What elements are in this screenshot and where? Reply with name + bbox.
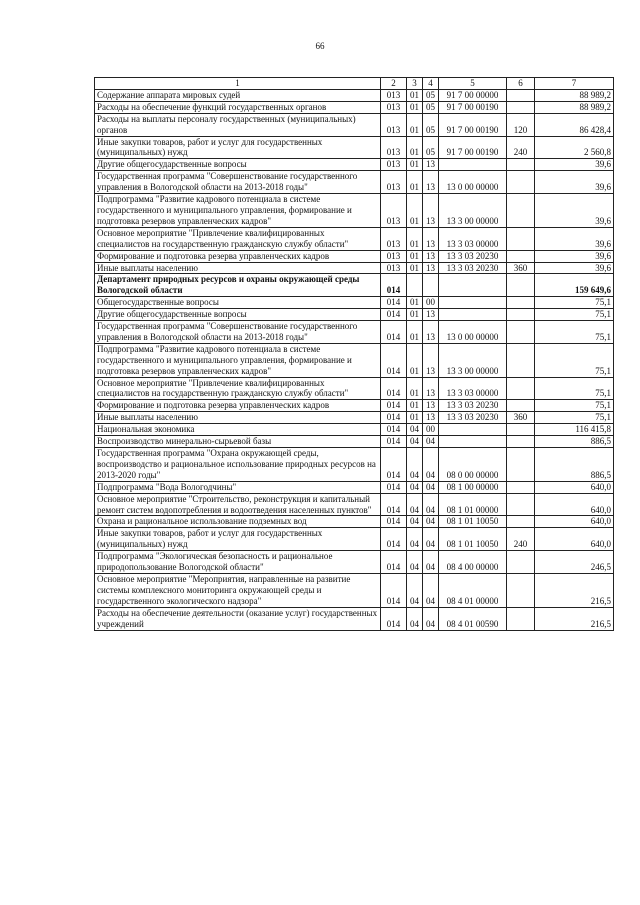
expense-type-code-cell: 240 (507, 136, 535, 159)
department-code-cell: 014 (381, 481, 407, 493)
department-code-cell: 013 (381, 250, 407, 262)
table-row (95, 377, 614, 400)
target-article-code-cell (439, 159, 507, 171)
expense-type-code-cell (507, 89, 535, 101)
amount-cell: 159 649,6 (535, 274, 614, 297)
subsection-code-cell: 00 (423, 297, 439, 309)
section-code-cell: 01 (407, 321, 423, 344)
target-article-code-cell: 91 7 00 00190 (439, 101, 507, 113)
expense-type-code-cell: 360 (507, 412, 535, 424)
expense-type-code-cell (507, 171, 535, 194)
amount-cell: 246,5 (535, 551, 614, 574)
table-row (95, 227, 614, 250)
table-row (95, 551, 614, 574)
target-article-code-cell: 08 1 01 00000 (439, 493, 507, 516)
subsection-code-cell: 04 (423, 493, 439, 516)
amount-cell: 75,1 (535, 343, 614, 377)
target-article-code-cell: 08 4 01 00000 (439, 573, 507, 607)
section-code-cell: 01 (407, 297, 423, 309)
department-code-cell: 014 (381, 400, 407, 412)
section-code-cell: 01 (407, 343, 423, 377)
header-cell-1: 1 (95, 78, 381, 90)
target-article-code-cell: 08 1 01 10050 (439, 516, 507, 528)
expense-name-cell: Другие общегосударственные вопросы (95, 159, 381, 171)
department-code-cell: 014 (381, 551, 407, 574)
subsection-code-cell: 13 (423, 250, 439, 262)
amount-cell: 2 560,8 (535, 136, 614, 159)
amount-cell: 886,5 (535, 436, 614, 448)
target-article-code-cell: 08 0 00 00000 (439, 448, 507, 482)
target-article-code-cell: 13 3 00 00000 (439, 194, 507, 228)
department-code-cell: 013 (381, 136, 407, 159)
amount-cell: 39,6 (535, 171, 614, 194)
table-row (95, 297, 614, 309)
subsection-code-cell: 04 (423, 573, 439, 607)
expense-type-code-cell (507, 448, 535, 482)
amount-cell: 640,0 (535, 481, 614, 493)
table-body (95, 89, 614, 630)
expense-name-cell: Государственная программа "Совершенствование государственного управления в Вологодской области на 2013-2018 годы" (95, 171, 381, 194)
expense-name-cell: Расходы на выплаты персоналу государственных (муниципальных) органов (95, 113, 381, 136)
amount-cell: 39,6 (535, 262, 614, 274)
table-row (95, 309, 614, 321)
header-cell-6: 6 (507, 78, 535, 90)
expense-name-cell: Основное мероприятие "Привлечение квалифицированных специалистов на государственную гражданскую службу области" (95, 377, 381, 400)
amount-cell: 640,0 (535, 528, 614, 551)
expense-type-code-cell (507, 101, 535, 113)
target-article-code-cell: 13 3 00 00000 (439, 343, 507, 377)
amount-cell: 640,0 (535, 493, 614, 516)
subsection-code-cell: 04 (423, 528, 439, 551)
section-code-cell (407, 274, 423, 297)
expense-type-code-cell (507, 159, 535, 171)
expense-type-code-cell (507, 493, 535, 516)
amount-cell: 39,6 (535, 250, 614, 262)
department-code-cell: 013 (381, 101, 407, 113)
department-code-cell: 014 (381, 321, 407, 344)
table-row (95, 412, 614, 424)
table-row (95, 89, 614, 101)
target-article-code-cell (439, 424, 507, 436)
section-code-cell: 04 (407, 493, 423, 516)
target-article-code-cell (439, 297, 507, 309)
subsection-code-cell: 13 (423, 400, 439, 412)
subsection-code-cell: 04 (423, 516, 439, 528)
section-code-cell: 01 (407, 113, 423, 136)
amount-cell: 886,5 (535, 448, 614, 482)
amount-cell: 75,1 (535, 297, 614, 309)
department-code-cell: 014 (381, 297, 407, 309)
expense-type-code-cell (507, 194, 535, 228)
expense-name-cell: Департамент природных ресурсов и охраны окружающей среды Вологодской области (95, 274, 381, 297)
subsection-code-cell: 13 (423, 194, 439, 228)
header-cell-2: 2 (381, 78, 407, 90)
expense-type-code-cell (507, 516, 535, 528)
amount-cell: 216,5 (535, 573, 614, 607)
target-article-code-cell: 13 3 03 20230 (439, 250, 507, 262)
expense-type-code-cell (507, 551, 535, 574)
expense-name-cell: Общегосударственные вопросы (95, 297, 381, 309)
target-article-code-cell: 13 3 03 20230 (439, 400, 507, 412)
expense-name-cell: Подпрограмма "Вода Вологодчины" (95, 481, 381, 493)
expense-type-code-cell (507, 250, 535, 262)
target-article-code-cell: 13 3 03 00000 (439, 377, 507, 400)
expense-name-cell: Иные выплаты населению (95, 412, 381, 424)
amount-cell: 39,6 (535, 159, 614, 171)
department-code-cell: 014 (381, 424, 407, 436)
expense-type-code-cell (507, 297, 535, 309)
expense-name-cell: Охрана и рациональное использование подземных вод (95, 516, 381, 528)
target-article-code-cell: 13 0 00 00000 (439, 171, 507, 194)
table-row (95, 424, 614, 436)
subsection-code-cell: 04 (423, 436, 439, 448)
amount-cell: 75,1 (535, 400, 614, 412)
header-cell-3: 3 (407, 78, 423, 90)
amount-cell: 88 989,2 (535, 101, 614, 113)
section-code-cell: 01 (407, 250, 423, 262)
department-code-cell: 014 (381, 412, 407, 424)
section-code-cell: 04 (407, 436, 423, 448)
department-code-cell: 014 (381, 493, 407, 516)
expense-name-cell: Подпрограмма "Развитие кадрового потенциала в системе государственного и муниципального управления, формирование и подготовка резервов управленческих кадров" (95, 343, 381, 377)
target-article-code-cell: 08 4 01 00590 (439, 607, 507, 630)
department-code-cell: 014 (381, 309, 407, 321)
department-code-cell: 014 (381, 274, 407, 297)
table-row (95, 262, 614, 274)
target-article-code-cell: 08 4 00 00000 (439, 551, 507, 574)
subsection-code-cell: 13 (423, 377, 439, 400)
expense-type-code-cell (507, 377, 535, 400)
subsection-code-cell: 04 (423, 551, 439, 574)
header-row (95, 78, 614, 90)
target-article-code-cell (439, 436, 507, 448)
section-code-cell: 01 (407, 400, 423, 412)
expense-type-code-cell (507, 573, 535, 607)
section-code-cell: 01 (407, 89, 423, 101)
section-code-cell: 04 (407, 551, 423, 574)
subsection-code-cell: 05 (423, 89, 439, 101)
section-code-cell: 01 (407, 136, 423, 159)
target-article-code-cell: 13 3 03 20230 (439, 412, 507, 424)
subsection-code-cell (423, 274, 439, 297)
amount-cell: 640,0 (535, 516, 614, 528)
expense-type-code-cell (507, 481, 535, 493)
expense-type-code-cell (507, 309, 535, 321)
amount-cell: 75,1 (535, 309, 614, 321)
expense-name-cell: Основное мероприятие "Привлечение квалифицированных специалистов на государственную гражданскую службу области" (95, 227, 381, 250)
amount-cell: 75,1 (535, 412, 614, 424)
section-code-cell: 04 (407, 516, 423, 528)
department-code-cell: 014 (381, 436, 407, 448)
target-article-code-cell: 13 0 00 00000 (439, 321, 507, 344)
section-code-cell: 01 (407, 194, 423, 228)
target-article-code-cell: 91 7 00 00190 (439, 113, 507, 136)
section-code-cell: 01 (407, 171, 423, 194)
table-row (95, 573, 614, 607)
expense-name-cell: Государственная программа "Охрана окружающей среды, воспроизводство и рациональное использование природных ресурсов на 2013-2020 годы" (95, 448, 381, 482)
amount-cell: 75,1 (535, 321, 614, 344)
subsection-code-cell: 13 (423, 227, 439, 250)
section-code-cell: 04 (407, 448, 423, 482)
section-code-cell: 01 (407, 377, 423, 400)
expense-type-code-cell (507, 343, 535, 377)
target-article-code-cell: 13 3 03 00000 (439, 227, 507, 250)
department-code-cell: 014 (381, 607, 407, 630)
department-code-cell: 013 (381, 159, 407, 171)
target-article-code-cell (439, 274, 507, 297)
amount-cell: 39,6 (535, 227, 614, 250)
section-code-cell: 01 (407, 262, 423, 274)
expense-name-cell: Иные выплаты населению (95, 262, 381, 274)
target-article-code-cell (439, 309, 507, 321)
expense-name-cell: Подпрограмма "Развитие кадрового потенциала в системе государственного и муниципального управления, формирование и подготовка резервов управленческих кадров" (95, 194, 381, 228)
expense-type-code-cell (507, 436, 535, 448)
subsection-code-cell: 00 (423, 424, 439, 436)
target-article-code-cell: 91 7 00 00190 (439, 136, 507, 159)
amount-cell: 39,6 (535, 194, 614, 228)
table-row (95, 400, 614, 412)
department-code-cell: 013 (381, 194, 407, 228)
expense-name-cell: Подпрограмма "Экологическая безопасность и рациональное природопользование Вологодской области" (95, 551, 381, 574)
amount-cell: 86 428,4 (535, 113, 614, 136)
expense-name-cell: Национальная экономика (95, 424, 381, 436)
section-code-cell: 04 (407, 528, 423, 551)
target-article-code-cell: 13 3 03 20230 (439, 262, 507, 274)
subsection-code-cell: 13 (423, 412, 439, 424)
department-code-cell: 013 (381, 262, 407, 274)
header-cell-5: 5 (439, 78, 507, 90)
expense-name-cell: Расходы на обеспечение функций государственных органов (95, 101, 381, 113)
table-row (95, 101, 614, 113)
expense-name-cell: Расходы на обеспечение деятельности (оказание услуг) государственных учреждений (95, 607, 381, 630)
table-row (95, 171, 614, 194)
section-code-cell: 01 (407, 227, 423, 250)
table-row (95, 448, 614, 482)
subsection-code-cell: 05 (423, 136, 439, 159)
subsection-code-cell: 05 (423, 101, 439, 113)
department-code-cell: 014 (381, 528, 407, 551)
department-code-cell: 014 (381, 343, 407, 377)
department-code-cell: 013 (381, 89, 407, 101)
table-row (95, 274, 614, 297)
page-number: 66 (315, 41, 325, 51)
section-code-cell: 04 (407, 424, 423, 436)
expense-name-cell: Формирование и подготовка резерва управленческих кадров (95, 400, 381, 412)
expense-type-code-cell (507, 424, 535, 436)
subsection-code-cell: 04 (423, 607, 439, 630)
section-code-cell: 01 (407, 412, 423, 424)
subsection-code-cell: 04 (423, 448, 439, 482)
amount-cell: 116 415,8 (535, 424, 614, 436)
section-code-cell: 01 (407, 101, 423, 113)
expense-type-code-cell (507, 607, 535, 630)
expense-type-code-cell (507, 400, 535, 412)
subsection-code-cell: 13 (423, 321, 439, 344)
expense-type-code-cell: 360 (507, 262, 535, 274)
table-row (95, 528, 614, 551)
header-cell-7: 7 (535, 78, 614, 90)
table-row (95, 113, 614, 136)
section-code-cell: 04 (407, 481, 423, 493)
table-row (95, 159, 614, 171)
amount-cell: 75,1 (535, 377, 614, 400)
expense-type-code-cell: 240 (507, 528, 535, 551)
department-code-cell: 013 (381, 171, 407, 194)
section-code-cell: 04 (407, 607, 423, 630)
expense-name-cell: Государственная программа "Совершенствование государственного управления в Вологодской области на 2013-2018 годы" (95, 321, 381, 344)
amount-cell: 88 989,2 (535, 89, 614, 101)
table-row (95, 493, 614, 516)
table-row (95, 250, 614, 262)
target-article-code-cell: 08 1 00 00000 (439, 481, 507, 493)
department-code-cell: 013 (381, 227, 407, 250)
expense-type-code-cell: 120 (507, 113, 535, 136)
expense-name-cell: Другие общегосударственные вопросы (95, 309, 381, 321)
department-code-cell: 014 (381, 516, 407, 528)
section-code-cell: 01 (407, 309, 423, 321)
expense-name-cell: Иные закупки товаров, работ и услуг для государственных (муниципальных) нужд (95, 136, 381, 159)
expense-name-cell: Содержание аппарата мировых судей (95, 89, 381, 101)
expense-type-code-cell (507, 227, 535, 250)
table-row (95, 436, 614, 448)
table-row (95, 136, 614, 159)
table-row (95, 343, 614, 377)
expense-name-cell: Иные закупки товаров, работ и услуг для государственных (муниципальных) нужд (95, 528, 381, 551)
department-code-cell: 014 (381, 573, 407, 607)
target-article-code-cell: 91 7 00 00000 (439, 89, 507, 101)
header-cell-4: 4 (423, 78, 439, 90)
expense-type-code-cell (507, 274, 535, 297)
table-row (95, 516, 614, 528)
expense-name-cell: Основное мероприятие "Мероприятия, направленные на развитие системы комплексного мониторинга окружающей среды и государственного экологического надзора" (95, 573, 381, 607)
department-code-cell: 013 (381, 113, 407, 136)
budget-table (94, 77, 614, 631)
subsection-code-cell: 05 (423, 113, 439, 136)
expense-name-cell: Основное мероприятие "Строительство, реконструкция и капитальный ремонт систем водопотребления и водоотведения населенных пунктов" (95, 493, 381, 516)
subsection-code-cell: 13 (423, 262, 439, 274)
amount-cell: 216,5 (535, 607, 614, 630)
department-code-cell: 014 (381, 448, 407, 482)
subsection-code-cell: 04 (423, 481, 439, 493)
section-code-cell: 04 (407, 573, 423, 607)
table-row (95, 607, 614, 630)
subsection-code-cell: 13 (423, 159, 439, 171)
table-row (95, 321, 614, 344)
expense-name-cell: Воспроизводство минерально-сырьевой базы (95, 436, 381, 448)
target-article-code-cell: 08 1 01 10050 (439, 528, 507, 551)
table-row (95, 194, 614, 228)
section-code-cell: 01 (407, 159, 423, 171)
subsection-code-cell: 13 (423, 343, 439, 377)
department-code-cell: 014 (381, 377, 407, 400)
table-row (95, 481, 614, 493)
expense-name-cell: Формирование и подготовка резерва управленческих кадров (95, 250, 381, 262)
subsection-code-cell: 13 (423, 171, 439, 194)
expense-type-code-cell (507, 321, 535, 344)
subsection-code-cell: 13 (423, 309, 439, 321)
